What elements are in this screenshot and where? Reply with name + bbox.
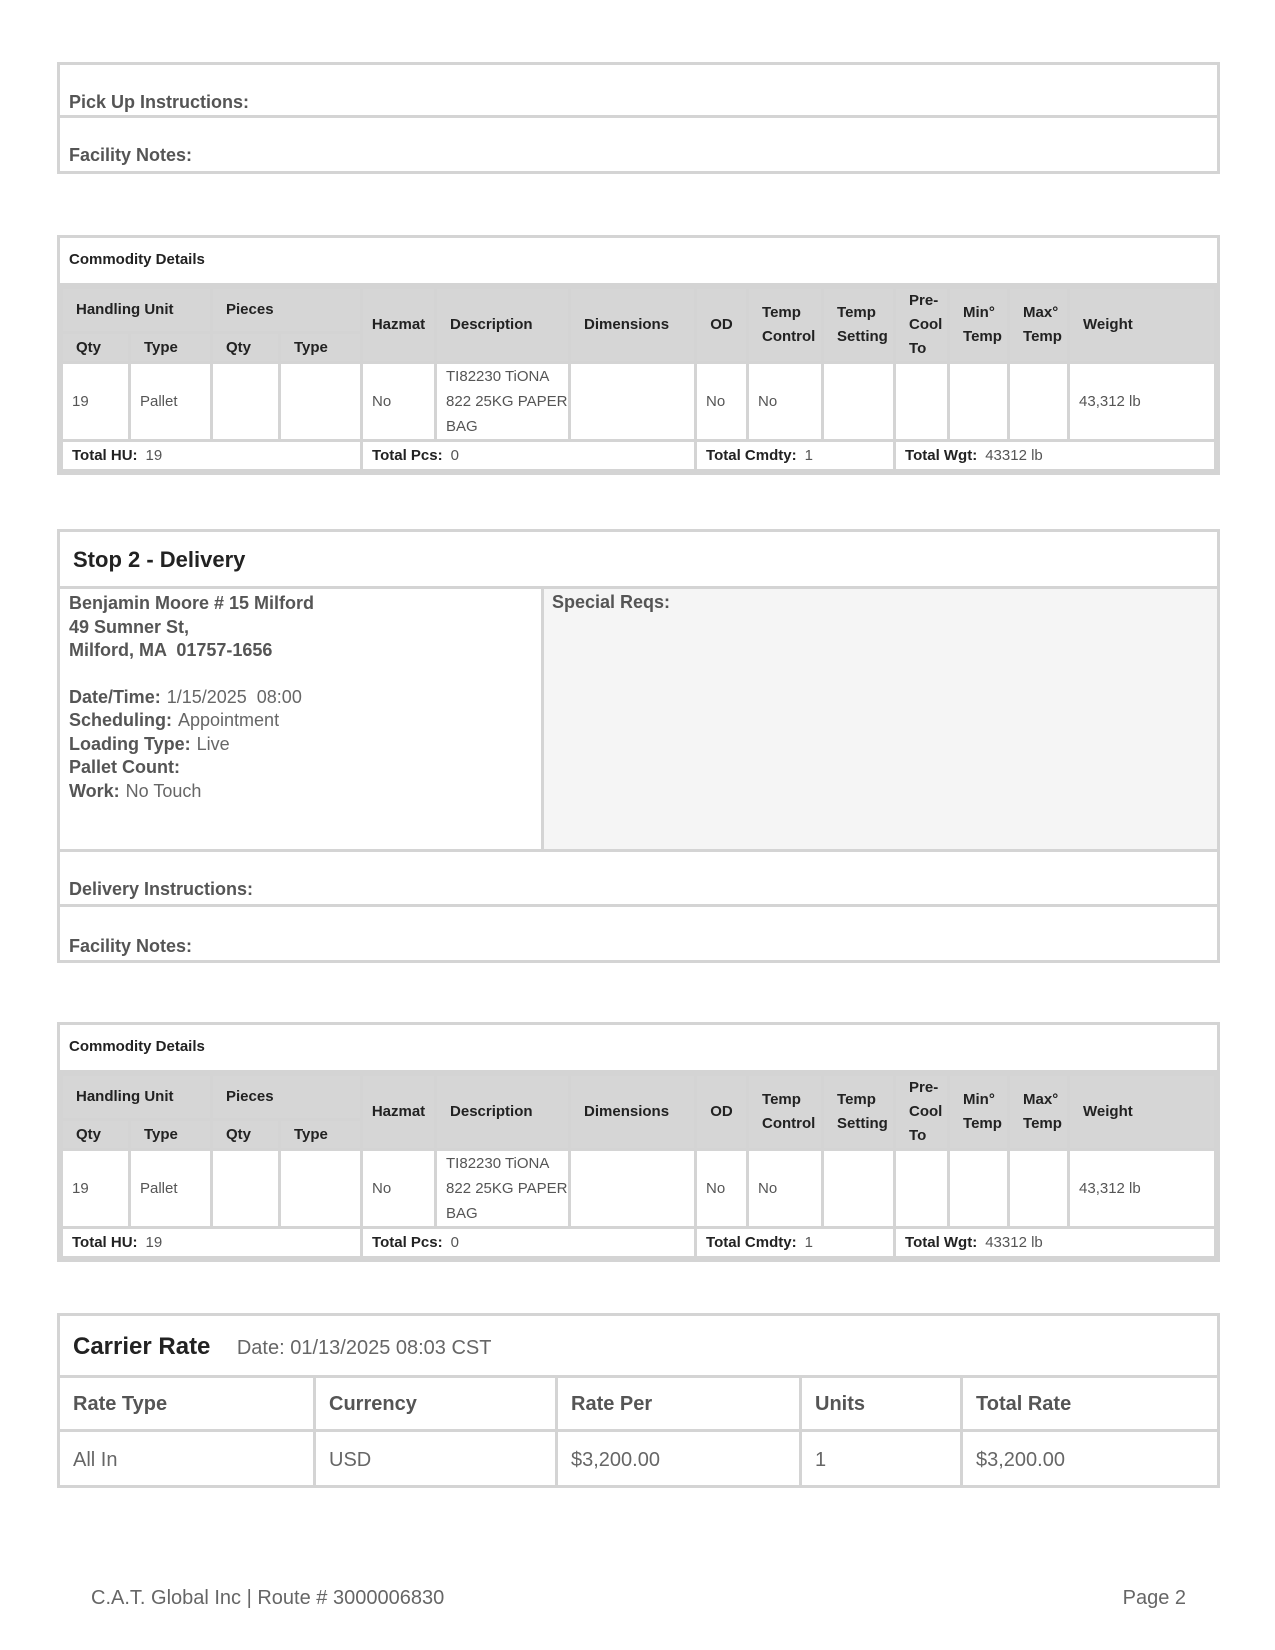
totals-row bbox=[62, 1228, 1216, 1258]
header-hu-type: Type bbox=[130, 1120, 212, 1150]
total-pcs: Total Pcs: 0 bbox=[362, 1228, 696, 1258]
cell-max-temp bbox=[1009, 363, 1069, 441]
pickup-instructions-row bbox=[60, 65, 1217, 118]
cell-pcs-qty bbox=[212, 363, 280, 441]
special-reqs-panel bbox=[544, 589, 1217, 849]
cell-temp-control: No bbox=[748, 1150, 823, 1228]
cell-pre-cool-to bbox=[895, 1150, 949, 1228]
commodity-title: Commodity Details bbox=[60, 238, 1217, 286]
cell-hu-qty: 19 bbox=[62, 1150, 130, 1228]
total-pcs: Total Pcs: 0 bbox=[362, 441, 696, 471]
special-reqs-label: Special Reqs: bbox=[552, 592, 671, 612]
header-dimensions: Dimensions bbox=[570, 288, 696, 363]
header-pcs-type: Type bbox=[280, 1120, 362, 1150]
cell-pcs-qty bbox=[212, 1150, 280, 1228]
cell-hu-type: Pallet bbox=[130, 363, 212, 441]
address-line-2: 49 Sumner St, bbox=[69, 616, 190, 637]
scheduling-line: Scheduling: Appointment bbox=[69, 710, 280, 730]
stop-2-section bbox=[57, 529, 1220, 963]
cell-pcs-type bbox=[280, 363, 362, 441]
commodity-title: Commodity Details bbox=[60, 1025, 1217, 1073]
cell-min-temp bbox=[949, 363, 1009, 441]
header-max-temp: Max° Temp bbox=[1009, 288, 1069, 363]
delivery-instructions-row bbox=[60, 852, 1217, 907]
table-row bbox=[62, 1150, 1216, 1228]
stop-details bbox=[60, 589, 1217, 852]
cell-description: TI82230 TiONA 822 25KG PAPER BAG bbox=[436, 1150, 570, 1228]
carrier-rate-title: Carrier Rate bbox=[73, 1333, 211, 1360]
header-description: Description bbox=[436, 288, 570, 363]
cell-dimensions bbox=[570, 1150, 696, 1228]
rate-header-rate-per: Rate Per bbox=[558, 1378, 802, 1429]
rate-header-rate-type: Rate Type bbox=[60, 1378, 316, 1429]
total-wgt: Total Wgt: 43312 lb bbox=[895, 1228, 1216, 1258]
loading-type-line: Loading Type: Live bbox=[69, 733, 230, 754]
carrier-rate-date: Date: 01/13/2025 08:03 CST bbox=[236, 1337, 492, 1359]
rate-cell-currency: USD bbox=[316, 1432, 558, 1486]
cell-temp-control: No bbox=[748, 363, 823, 441]
header-pre-cool-to: Pre-Cool To bbox=[895, 288, 949, 363]
header-pcs-type: Type bbox=[280, 333, 362, 363]
header-od: OD bbox=[696, 288, 748, 363]
header-od: OD bbox=[696, 1075, 748, 1150]
rate-header-currency: Currency bbox=[316, 1378, 558, 1429]
cell-hu-qty: 19 bbox=[62, 363, 130, 441]
commodity-grid bbox=[60, 1073, 1217, 1259]
total-cmdty: Total Cmdty: 1 bbox=[696, 441, 895, 471]
cell-max-temp bbox=[1009, 1150, 1069, 1228]
rate-header-units: Units bbox=[802, 1378, 963, 1429]
header-handling-unit: Handling Unit bbox=[62, 288, 212, 333]
rate-header-row bbox=[60, 1378, 1217, 1432]
carrier-rate-header bbox=[60, 1316, 1217, 1378]
address-line-3: Milford, MA 01757-1656 bbox=[69, 640, 273, 660]
delivery-instructions-label: Delivery Instructions: bbox=[69, 879, 254, 899]
header-handling-unit: Handling Unit bbox=[62, 1075, 212, 1120]
header-temp-control: Temp Control bbox=[748, 1075, 823, 1150]
header-temp-setting: Temp Setting bbox=[823, 288, 895, 363]
header-hu-qty: Qty bbox=[62, 333, 130, 363]
rate-cell-units: 1 bbox=[802, 1432, 963, 1486]
cell-weight: 43,312 lb bbox=[1069, 363, 1216, 441]
header-hazmat: Hazmat bbox=[362, 1075, 436, 1150]
pickup-instructions-label: Pick Up Instructions: bbox=[69, 92, 250, 112]
footer-company-route: C.A.T. Global Inc | Route # 3000006830 bbox=[91, 1587, 445, 1609]
total-hu: Total HU: 19 bbox=[62, 1228, 362, 1258]
rate-cell-rate-per: $3,200.00 bbox=[558, 1432, 802, 1486]
cell-description: TI82230 TiONA 822 25KG PAPER BAG bbox=[436, 363, 570, 441]
commodity-details-table-1 bbox=[57, 235, 1220, 475]
cell-hazmat: No bbox=[362, 363, 436, 441]
cell-temp-setting bbox=[823, 363, 895, 441]
cell-dimensions bbox=[570, 363, 696, 441]
total-cmdty: Total Cmdty: 1 bbox=[696, 1228, 895, 1258]
pickup-facility-notes-row bbox=[60, 118, 1217, 171]
header-temp-control: Temp Control bbox=[748, 288, 823, 363]
cell-od: No bbox=[696, 1150, 748, 1228]
rate-cell-total-rate: $3,200.00 bbox=[976, 1449, 1065, 1471]
cell-weight: 43,312 lb bbox=[1069, 1150, 1216, 1228]
commodity-grid bbox=[60, 286, 1217, 472]
total-wgt: Total Wgt: 43312 lb bbox=[895, 441, 1216, 471]
cell-od: No bbox=[696, 363, 748, 441]
stop-address-block bbox=[60, 589, 544, 849]
rate-header-total-rate: Total Rate bbox=[976, 1393, 1072, 1415]
cell-hu-type: Pallet bbox=[130, 1150, 212, 1228]
carrier-rate-section bbox=[57, 1313, 1220, 1488]
commodity-details-table-2 bbox=[57, 1022, 1220, 1262]
delivery-facility-notes-label: Facility Notes: bbox=[69, 936, 193, 956]
header-temp-setting: Temp Setting bbox=[823, 1075, 895, 1150]
totals-row bbox=[62, 441, 1216, 471]
cell-pre-cool-to bbox=[895, 363, 949, 441]
header-hu-qty: Qty bbox=[62, 1120, 130, 1150]
header-weight: Weight bbox=[1069, 288, 1216, 363]
footer-page-number: Page 2 bbox=[1122, 1587, 1186, 1609]
header-max-temp: Max° Temp bbox=[1009, 1075, 1069, 1150]
header-description: Description bbox=[436, 1075, 570, 1150]
cell-temp-setting bbox=[823, 1150, 895, 1228]
rate-cell-rate-type: All In bbox=[60, 1432, 316, 1486]
pallet-count-line: Pallet Count: bbox=[69, 757, 180, 777]
stop-title: Stop 2 - Delivery bbox=[60, 532, 1217, 589]
pickup-facility-notes-label: Facility Notes: bbox=[69, 145, 193, 165]
address-line-1: Benjamin Moore # 15 Milford bbox=[69, 593, 315, 613]
header-hu-type: Type bbox=[130, 333, 212, 363]
header-min-temp: Min° Temp bbox=[949, 288, 1009, 363]
header-dimensions: Dimensions bbox=[570, 1075, 696, 1150]
table-row bbox=[60, 1432, 1217, 1486]
table-row bbox=[62, 363, 1216, 441]
work-line: Work: No Touch bbox=[69, 780, 202, 801]
datetime-line: Date/Time: 1/15/2025 08:00 bbox=[69, 686, 302, 707]
cell-min-temp bbox=[949, 1150, 1009, 1228]
cell-hazmat: No bbox=[362, 1150, 436, 1228]
header-pcs-qty: Qty bbox=[212, 1120, 280, 1150]
pickup-section bbox=[57, 62, 1220, 174]
header-min-temp: Min° Temp bbox=[949, 1075, 1009, 1150]
header-hazmat: Hazmat bbox=[362, 288, 436, 363]
delivery-facility-notes-row bbox=[60, 907, 1217, 960]
header-pieces: Pieces bbox=[212, 288, 362, 333]
header-pieces: Pieces bbox=[212, 1075, 362, 1120]
total-hu: Total HU: 19 bbox=[62, 441, 362, 471]
cell-pcs-type bbox=[280, 1150, 362, 1228]
header-pcs-qty: Qty bbox=[212, 333, 280, 363]
header-weight: Weight bbox=[1069, 1075, 1216, 1150]
header-pre-cool-to: Pre-Cool To bbox=[895, 1075, 949, 1150]
